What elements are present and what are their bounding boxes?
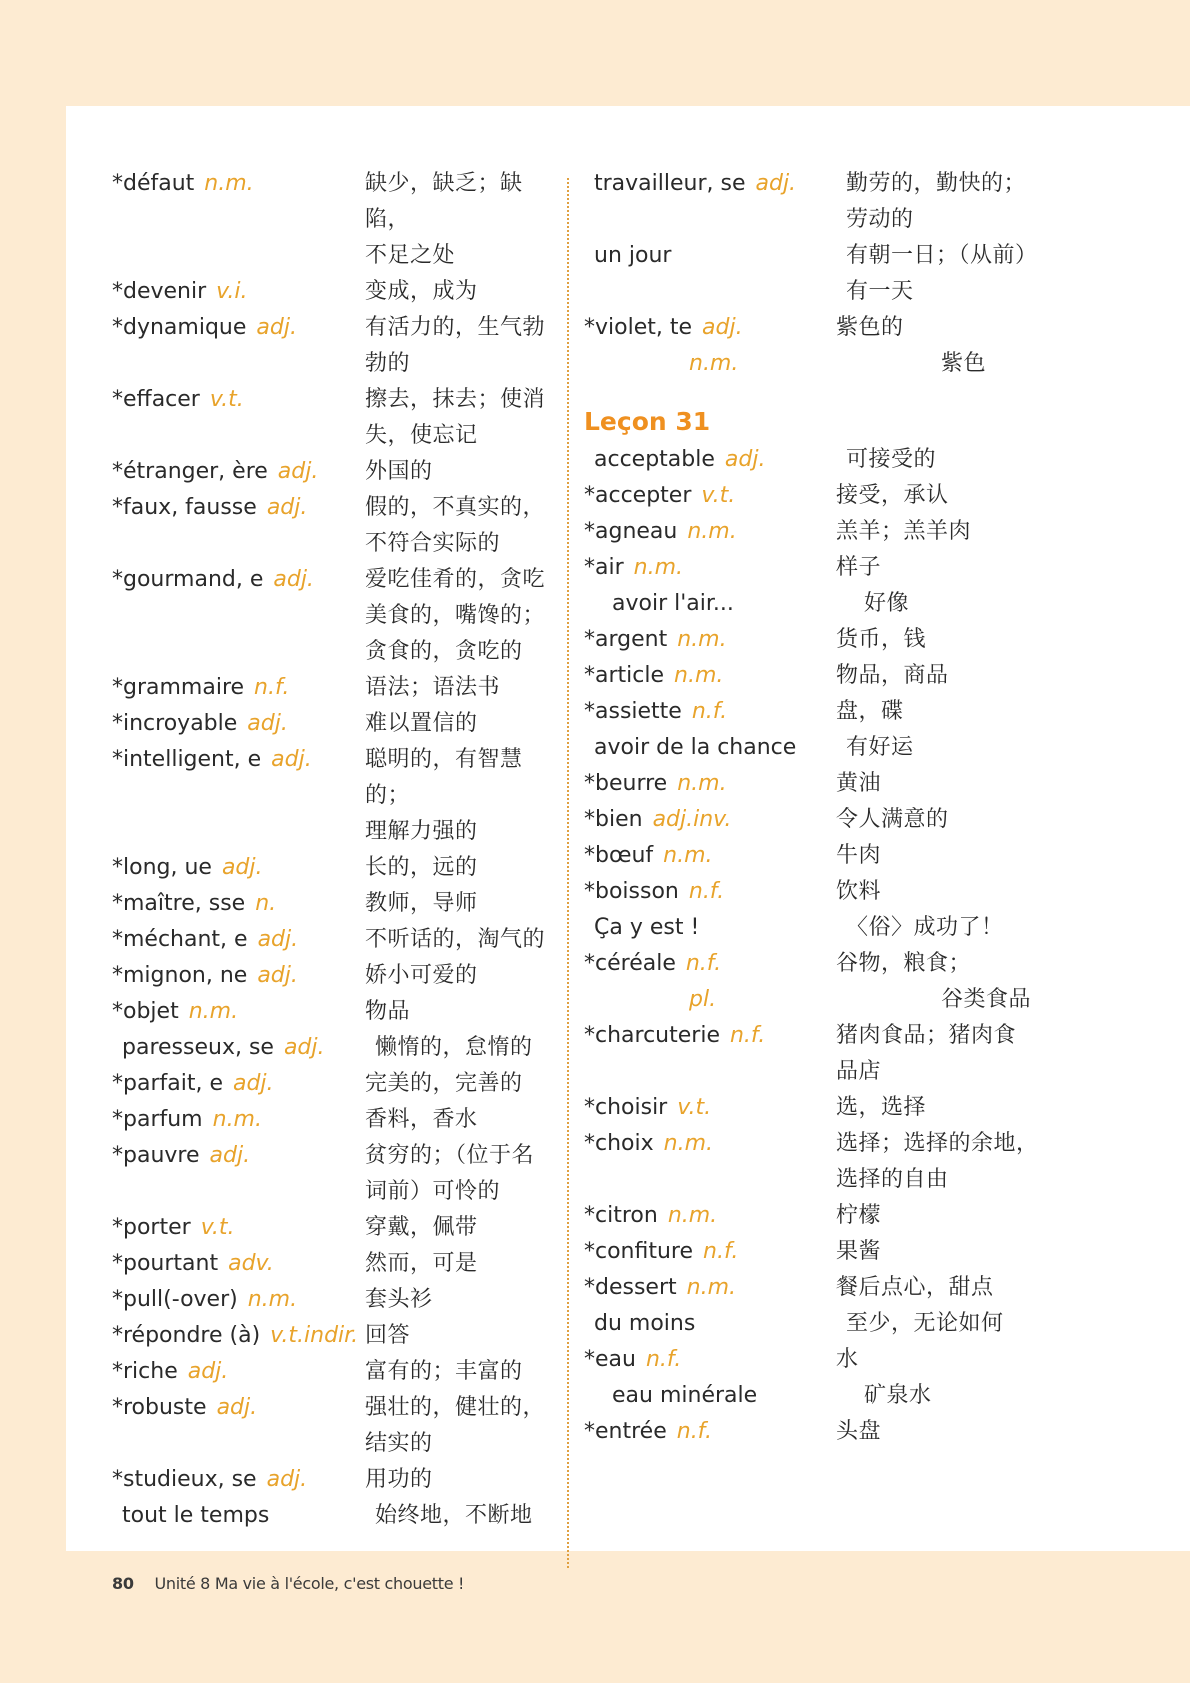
french-word: *effacer bbox=[112, 387, 200, 412]
french-word: *pourtant bbox=[112, 1251, 219, 1276]
french-word: *accepter bbox=[584, 483, 692, 508]
vocab-entry bbox=[584, 1414, 1104, 1450]
vocab-column-right bbox=[584, 166, 1104, 1450]
vocab-headword bbox=[584, 874, 836, 910]
chinese-translation: 羔羊；羔羊肉 bbox=[836, 519, 972, 544]
chinese-translation: 矿泉水 bbox=[864, 1383, 932, 1408]
vocab-headword bbox=[112, 562, 365, 670]
vocab-entry bbox=[112, 1210, 552, 1246]
vocab-entry bbox=[584, 1198, 1104, 1234]
chinese-translation: 货币，钱 bbox=[836, 627, 927, 652]
vocab-entry bbox=[584, 238, 1104, 310]
vocab-headword bbox=[112, 454, 365, 490]
french-word: *choix bbox=[584, 1131, 654, 1156]
french-word: *air bbox=[584, 555, 624, 580]
vocab-entry bbox=[584, 550, 1104, 586]
vocab-entry bbox=[112, 994, 552, 1030]
french-word: *confiture bbox=[584, 1239, 694, 1264]
grammar-tag: adj. bbox=[216, 1395, 258, 1420]
chinese-translation: 套头衫 bbox=[365, 1287, 433, 1312]
vocab-headword bbox=[112, 850, 365, 886]
grammar-tag: v.t. bbox=[209, 387, 244, 412]
grammar-tag: n.m. bbox=[686, 1275, 737, 1300]
chinese-translation: 香料，香水 bbox=[365, 1107, 478, 1132]
french-word: *pull(-over) bbox=[112, 1287, 238, 1312]
vocab-entry bbox=[584, 982, 1104, 1018]
vocab-entry bbox=[584, 478, 1104, 514]
vocab-headword bbox=[112, 1498, 375, 1534]
vocab-headword bbox=[112, 490, 365, 562]
chinese-translation: 可接受的 bbox=[846, 447, 937, 472]
grammar-tag: n.m. bbox=[677, 771, 727, 796]
grammar-tag: adj. bbox=[273, 567, 314, 592]
french-word: *étranger, ère bbox=[112, 459, 268, 484]
french-word: *mignon, ne bbox=[112, 963, 248, 988]
grammar-tag: v.i. bbox=[216, 279, 248, 304]
grammar-tag: n.m. bbox=[212, 1107, 262, 1132]
french-word: *citron bbox=[584, 1203, 658, 1228]
vocab-headword bbox=[584, 658, 836, 694]
french-word: *faux, fausse bbox=[112, 495, 257, 520]
chinese-translation: 完美的，完善的 bbox=[365, 1071, 523, 1096]
vocab-headword bbox=[112, 922, 365, 958]
vocab-headword bbox=[112, 1102, 365, 1138]
grammar-tag: adj. bbox=[256, 315, 297, 340]
grammar-tag: adj. bbox=[755, 171, 797, 196]
vocab-entry bbox=[584, 802, 1104, 838]
french-word: *studieux, se bbox=[112, 1467, 257, 1492]
vocab-entry bbox=[584, 1090, 1104, 1126]
french-word: *beurre bbox=[584, 771, 668, 796]
grammar-tag: adj. bbox=[277, 459, 319, 484]
grammar-tag: adj. bbox=[232, 1071, 274, 1096]
french-word: *méchant, e bbox=[112, 927, 248, 952]
grammar-tag: v.t. bbox=[677, 1095, 712, 1120]
vocab-headword bbox=[112, 1246, 365, 1282]
grammar-tag: adj. bbox=[266, 495, 308, 520]
vocab-entry bbox=[584, 1126, 1104, 1198]
grammar-tag: adj. bbox=[702, 315, 743, 340]
vocab-headword bbox=[584, 1270, 836, 1306]
vocab-entry bbox=[584, 1306, 1104, 1342]
grammar-tag: n.f. bbox=[676, 1419, 713, 1444]
french-word: avoir l'air... bbox=[612, 591, 734, 616]
grammar-tag: adj. bbox=[271, 747, 312, 772]
grammar-tag: adj. bbox=[247, 711, 288, 736]
vocab-entry bbox=[584, 838, 1104, 874]
vocab-headword bbox=[112, 706, 365, 742]
vocab-headword bbox=[584, 1126, 836, 1198]
vocab-entry bbox=[584, 910, 1104, 946]
vocab-list-lesson-30-continued bbox=[584, 166, 1104, 382]
chinese-translation: 变成，成为 bbox=[365, 279, 478, 304]
chinese-translation: 饮料 bbox=[836, 879, 882, 904]
chinese-translation: 难以置信的 bbox=[365, 711, 478, 736]
column-divider bbox=[567, 178, 569, 1568]
chinese-translation: 爱吃佳肴的，贪吃 美食的，嘴馋的； 贪食的，贪吃的 bbox=[365, 567, 546, 664]
vocab-headword bbox=[112, 166, 365, 274]
french-word: *répondre (à) bbox=[112, 1323, 261, 1348]
vocab-entry bbox=[584, 310, 1104, 346]
vocab-entry bbox=[584, 586, 1104, 622]
chinese-translation: 牛肉 bbox=[836, 843, 882, 868]
french-word: *bœuf bbox=[584, 843, 654, 868]
grammar-tag: adj. bbox=[257, 963, 298, 988]
vocab-headword bbox=[112, 310, 365, 382]
french-word: tout le temps bbox=[122, 1503, 270, 1528]
vocab-entry bbox=[584, 1378, 1104, 1414]
chinese-translation: 黄油 bbox=[836, 771, 882, 796]
vocab-headword bbox=[584, 166, 846, 238]
grammar-tag: n.m. bbox=[667, 1203, 718, 1228]
grammar-tag: n.f. bbox=[729, 1023, 766, 1048]
french-word: *incroyable bbox=[112, 711, 238, 736]
chinese-translation: 用功的 bbox=[365, 1467, 433, 1492]
vocab-headword bbox=[112, 958, 365, 994]
grammar-tag: n.m. bbox=[204, 171, 254, 196]
grammar-tag: n.f. bbox=[691, 699, 728, 724]
chinese-translation: 餐后点心，甜点 bbox=[836, 1275, 994, 1300]
chinese-translation: 教师，导师 bbox=[365, 891, 478, 916]
grammar-tag: n.m. bbox=[188, 999, 239, 1024]
vocab-entry bbox=[112, 1246, 552, 1282]
french-word: *argent bbox=[584, 627, 668, 652]
vocab-headword bbox=[584, 1234, 836, 1270]
page-number: 80 bbox=[112, 1574, 134, 1593]
vocab-entry bbox=[112, 1354, 552, 1390]
grammar-tag: n.m. bbox=[663, 1131, 714, 1156]
chinese-translation: 缺少，缺乏；缺陷， 不足之处 bbox=[365, 171, 523, 268]
vocab-entry bbox=[112, 670, 552, 706]
french-word: *devenir bbox=[112, 279, 207, 304]
vocab-entry bbox=[584, 346, 1104, 382]
grammar-tag: n. bbox=[255, 891, 277, 916]
vocab-entry bbox=[584, 1270, 1104, 1306]
french-word: paresseux, se bbox=[122, 1035, 274, 1060]
chinese-translation: 聪明的，有智慧的； 理解力强的 bbox=[365, 747, 523, 844]
vocab-entry bbox=[584, 622, 1104, 658]
chinese-translation: 贫穷的；（位于名 词前）可怜的 bbox=[365, 1143, 535, 1204]
chinese-translation: 有活力的，生气勃 勃的 bbox=[365, 315, 546, 376]
french-word: *agneau bbox=[584, 519, 678, 544]
page-footer bbox=[112, 1574, 464, 1593]
chinese-translation: 物品 bbox=[365, 999, 411, 1024]
grammar-tag: n.m. bbox=[247, 1287, 298, 1312]
chinese-translation: 穿戴，佩带 bbox=[365, 1215, 478, 1240]
vocab-headword bbox=[584, 730, 846, 766]
vocab-entry bbox=[584, 514, 1104, 550]
french-word: *parfum bbox=[112, 1107, 203, 1132]
vocab-headword bbox=[584, 514, 836, 550]
vocab-headword bbox=[584, 946, 836, 982]
chinese-translation: 懒惰的，怠惰的 bbox=[375, 1035, 533, 1060]
chinese-translation: 猪肉食品；猪肉食 品店 bbox=[836, 1023, 1017, 1084]
vocab-headword bbox=[584, 622, 836, 658]
vocab-headword bbox=[584, 478, 836, 514]
vocab-entry bbox=[112, 562, 552, 670]
vocab-entry bbox=[584, 166, 1104, 238]
chinese-translation: 富有的；丰富的 bbox=[365, 1359, 523, 1384]
vocab-entry bbox=[584, 658, 1104, 694]
french-word: *bien bbox=[584, 807, 643, 832]
grammar-tag: adj. bbox=[266, 1467, 308, 1492]
grammar-tag: adj. bbox=[257, 927, 299, 952]
vocab-entry bbox=[112, 1318, 552, 1354]
vocab-headword bbox=[112, 1030, 375, 1066]
vocab-entry bbox=[112, 1282, 552, 1318]
grammar-tag: n.m. bbox=[674, 663, 724, 688]
grammar-tag: v.t. bbox=[200, 1215, 235, 1240]
chinese-translation: 头盘 bbox=[836, 1419, 882, 1444]
chinese-translation: 接受，承认 bbox=[836, 483, 949, 508]
vocab-headword bbox=[584, 802, 836, 838]
chinese-translation: 盘，碟 bbox=[836, 699, 904, 724]
french-word: *défaut bbox=[112, 171, 195, 196]
grammar-tag: n.f. bbox=[254, 675, 290, 700]
chinese-translation: 令人满意的 bbox=[836, 807, 949, 832]
vocab-entry bbox=[112, 490, 552, 562]
grammar-tag: adj. bbox=[283, 1035, 325, 1060]
chinese-translation: 有好运 bbox=[846, 735, 914, 760]
french-word: *long, ue bbox=[112, 855, 212, 880]
chinese-translation: 假的，不真实的， 不符合实际的 bbox=[365, 495, 546, 556]
chinese-translation: 选，选择 bbox=[836, 1095, 927, 1120]
vocab-entry bbox=[584, 946, 1104, 982]
french-word: *céréale bbox=[584, 951, 676, 976]
french-word: *parfait, e bbox=[112, 1071, 223, 1096]
page-sheet bbox=[66, 106, 1190, 1551]
chinese-translation: 至少，无论如何 bbox=[846, 1311, 1004, 1336]
vocab-entry bbox=[112, 382, 552, 454]
vocab-entry bbox=[112, 922, 552, 958]
french-word: *dessert bbox=[584, 1275, 677, 1300]
french-word: acceptable bbox=[594, 447, 715, 472]
french-word: Ça y est ! bbox=[594, 915, 700, 940]
vocab-headword bbox=[584, 550, 836, 586]
chinese-translation: 〈俗〉成功了！ bbox=[846, 915, 1004, 940]
grammar-tag: pl. bbox=[689, 987, 717, 1012]
french-word: un jour bbox=[594, 243, 672, 268]
french-word: *maître, sse bbox=[112, 891, 246, 916]
chinese-translation: 谷类食品 bbox=[941, 987, 1032, 1012]
vocab-entry bbox=[112, 1066, 552, 1102]
chinese-translation: 强壮的，健壮的， 结实的 bbox=[365, 1395, 546, 1456]
french-word: *article bbox=[584, 663, 665, 688]
vocab-headword bbox=[584, 1198, 836, 1234]
vocab-headword bbox=[112, 886, 365, 922]
grammar-tag: adj. bbox=[209, 1143, 251, 1168]
vocab-list-lesson-31 bbox=[584, 442, 1104, 1450]
chinese-translation: 外国的 bbox=[365, 459, 433, 484]
vocab-entry bbox=[112, 1462, 552, 1498]
vocab-headword bbox=[112, 1318, 365, 1354]
vocab-entry bbox=[112, 706, 552, 742]
french-word: *objet bbox=[112, 999, 179, 1024]
vocab-entry bbox=[112, 1390, 552, 1462]
chinese-translation: 紫色的 bbox=[836, 315, 904, 340]
vocab-headword bbox=[584, 1090, 836, 1126]
chinese-translation: 紫色 bbox=[941, 351, 987, 376]
grammar-tag: n.f. bbox=[645, 1347, 682, 1372]
vocab-headword bbox=[584, 1414, 836, 1450]
vocab-entry bbox=[112, 274, 552, 310]
chinese-translation: 回答 bbox=[365, 1323, 411, 1348]
vocab-entry bbox=[584, 874, 1104, 910]
french-word: *porter bbox=[112, 1215, 191, 1240]
vocab-headword bbox=[112, 742, 365, 850]
french-word: *dynamique bbox=[112, 315, 247, 340]
grammar-tag: adj. bbox=[724, 447, 766, 472]
vocab-entry bbox=[584, 694, 1104, 730]
vocab-headword bbox=[584, 310, 836, 346]
vocab-headword bbox=[112, 994, 365, 1030]
grammar-tag: v.t.indir. bbox=[270, 1323, 359, 1348]
vocab-entry bbox=[584, 1234, 1104, 1270]
chinese-translation: 擦去，抹去；使消 失，使忘记 bbox=[365, 387, 546, 448]
vocab-headword bbox=[584, 346, 941, 382]
grammar-tag: n.m. bbox=[663, 843, 713, 868]
vocab-headword bbox=[584, 586, 864, 622]
chinese-translation: 物品，商品 bbox=[836, 663, 949, 688]
chinese-translation: 选择；选择的余地， 选择的自由 bbox=[836, 1131, 1039, 1192]
vocab-entry bbox=[584, 1018, 1104, 1090]
grammar-tag: n.f. bbox=[688, 879, 725, 904]
grammar-tag: adj. bbox=[187, 1359, 229, 1384]
vocab-headword bbox=[584, 1018, 836, 1090]
vocab-headword bbox=[584, 1342, 836, 1378]
vocab-entry bbox=[112, 958, 552, 994]
french-word: *boisson bbox=[584, 879, 679, 904]
chinese-translation: 不听话的，淘气的 bbox=[365, 927, 546, 952]
vocab-headword bbox=[112, 1390, 365, 1462]
french-word: *entrée bbox=[584, 1419, 667, 1444]
vocab-entry bbox=[112, 742, 552, 850]
grammar-tag: n.m. bbox=[633, 555, 684, 580]
french-word: *assiette bbox=[584, 699, 682, 724]
vocab-headword bbox=[584, 238, 846, 310]
grammar-tag: adj.inv. bbox=[652, 807, 732, 832]
vocab-entry bbox=[112, 454, 552, 490]
french-word: *charcuterie bbox=[584, 1023, 720, 1048]
chinese-translation: 果酱 bbox=[836, 1239, 882, 1264]
vocab-entry bbox=[584, 730, 1104, 766]
vocab-entry bbox=[112, 1138, 552, 1210]
chinese-translation: 有朝一日；（从前） 有一天 bbox=[846, 243, 1038, 304]
vocab-headword bbox=[584, 694, 836, 730]
french-word: *intelligent, e bbox=[112, 747, 262, 772]
vocab-headword bbox=[584, 1306, 846, 1342]
vocab-headword bbox=[584, 1378, 864, 1414]
chinese-translation: 柠檬 bbox=[836, 1203, 882, 1228]
grammar-tag: n.m. bbox=[689, 351, 739, 376]
french-word: du moins bbox=[594, 1311, 696, 1336]
vocab-headword bbox=[584, 910, 846, 946]
chinese-translation: 样子 bbox=[836, 555, 882, 580]
grammar-tag: n.f. bbox=[703, 1239, 739, 1264]
french-word: *pauvre bbox=[112, 1143, 200, 1168]
vocab-headword bbox=[584, 442, 846, 478]
french-word: *robuste bbox=[112, 1395, 207, 1420]
vocab-headword bbox=[584, 838, 836, 874]
lesson-heading: Leçon 31 bbox=[584, 407, 711, 436]
chinese-translation: 长的，远的 bbox=[365, 855, 478, 880]
vocab-entry bbox=[584, 442, 1104, 478]
chinese-translation: 谷物，粮食； bbox=[836, 951, 972, 976]
unit-title: Unité 8 Ma vie à l'école, c'est chouette ! bbox=[154, 1574, 465, 1593]
vocab-entry bbox=[112, 310, 552, 382]
french-word: eau minérale bbox=[612, 1383, 758, 1408]
vocab-headword bbox=[112, 670, 365, 706]
grammar-tag: n.m. bbox=[677, 627, 727, 652]
french-word: *gourmand, e bbox=[112, 567, 264, 592]
vocab-headword bbox=[584, 766, 836, 802]
vocab-entry bbox=[112, 1498, 552, 1534]
french-word: *choisir bbox=[584, 1095, 668, 1120]
grammar-tag: adv. bbox=[228, 1251, 274, 1276]
french-word: *riche bbox=[112, 1359, 178, 1384]
chinese-translation: 语法；语法书 bbox=[365, 675, 501, 700]
vocab-entry bbox=[112, 1030, 552, 1066]
chinese-translation: 好像 bbox=[864, 591, 910, 616]
vocab-entry bbox=[112, 886, 552, 922]
vocab-headword bbox=[112, 1354, 365, 1390]
grammar-tag: v.t. bbox=[701, 483, 736, 508]
vocab-entry bbox=[584, 766, 1104, 802]
vocab-entry bbox=[112, 1102, 552, 1138]
vocab-column-left bbox=[112, 166, 552, 1534]
grammar-tag: adj. bbox=[221, 855, 263, 880]
chinese-translation: 勤劳的，勤快的； 劳动的 bbox=[846, 171, 1027, 232]
grammar-tag: n.f. bbox=[685, 951, 722, 976]
vocab-headword bbox=[112, 1462, 365, 1498]
chinese-translation: 始终地，不断地 bbox=[375, 1503, 533, 1528]
french-word: avoir de la chance bbox=[594, 735, 797, 760]
vocab-headword bbox=[584, 982, 941, 1018]
french-word: *violet, te bbox=[584, 315, 693, 340]
chinese-translation: 然而，可是 bbox=[365, 1251, 478, 1276]
chinese-translation: 娇小可爱的 bbox=[365, 963, 478, 988]
vocab-entry bbox=[112, 166, 552, 274]
chinese-translation: 水 bbox=[836, 1347, 859, 1372]
french-word: *grammaire bbox=[112, 675, 245, 700]
vocab-headword bbox=[112, 382, 365, 454]
grammar-tag: n.m. bbox=[687, 519, 737, 544]
vocab-headword bbox=[112, 274, 365, 310]
vocab-headword bbox=[112, 1066, 365, 1102]
french-word: *eau bbox=[584, 1347, 636, 1372]
vocab-entry bbox=[112, 850, 552, 886]
vocab-headword bbox=[112, 1282, 365, 1318]
vocab-headword bbox=[112, 1138, 365, 1210]
vocab-entry bbox=[584, 1342, 1104, 1378]
french-word: travailleur, se bbox=[594, 171, 746, 196]
vocab-headword bbox=[112, 1210, 365, 1246]
